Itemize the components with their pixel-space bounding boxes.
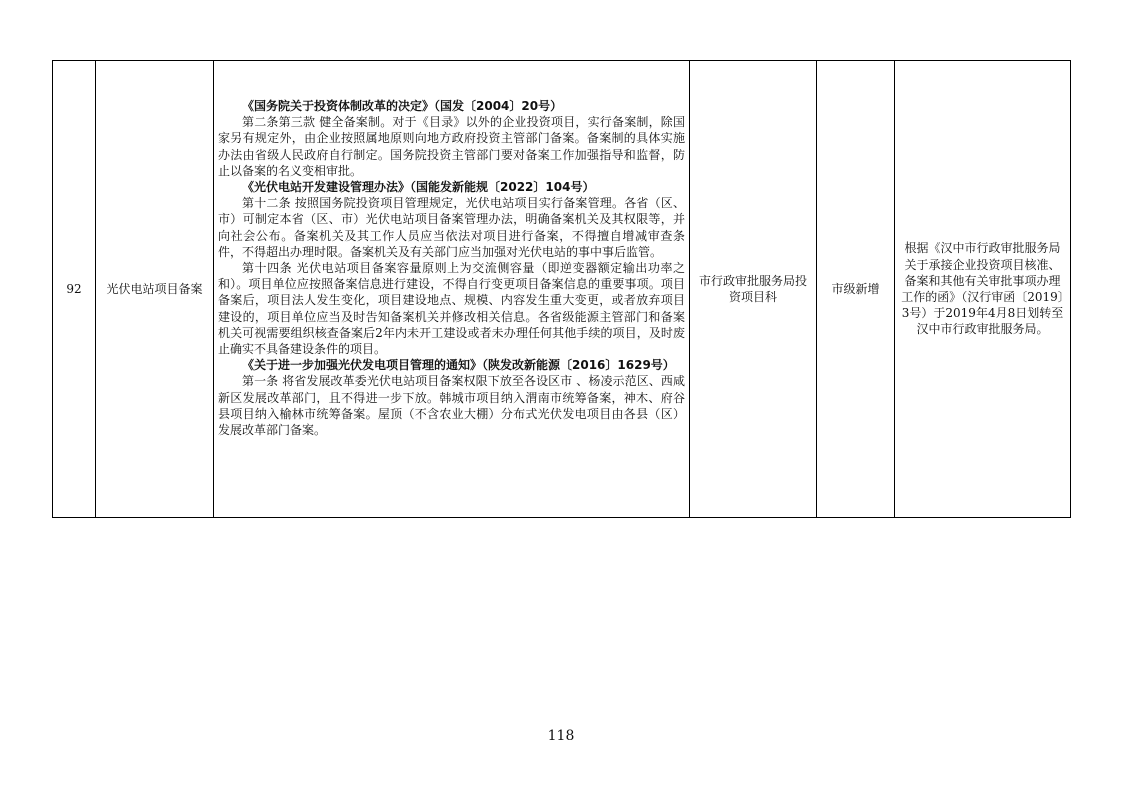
law-clause: 第十二条 按照国务院投资项目管理规定，光伏电站项目实行备案管理。各省（区、市）可制定本省（区、市）光伏电站项目备案管理办法，明确备案机关及其权限等，并向社会公布。备案机关及其工作人员应当依法对项目进行备案，不得擅自增减审查条件，不得超出办理时限。备案机关及有关部门应当加强对光伏电站的事中事后监管。 [218,196,685,259]
law-title: 《光伏电站开发建设管理办法》（国能发新能规〔2022〕104号） [242,180,595,195]
law-title: 《关于进一步加强光伏发电项目管理的通知》（陕发改新能源〔2016〕1629号） [242,358,675,373]
law-clause: 第二条第三款 健全备案制。对于《目录》以外的企业投资项目，实行备案制，除国家另有规定外，由企业按照属地原则向地方政府投资主管部门备案。备案制的具体实施办法由省级人民政府自行制定。国务院投资主管部门要对备案工作加强指导和监督，防止以备案的名义变相审批。 [218,115,685,178]
row-number: 92 [53,61,96,518]
legal-basis [214,61,690,518]
remark: 根据《汉中市行政审批服务局关于承接企业投资项目核准、备案和其他有关审批事项办理工作的函》（汉行审函〔2019〕3号）于2019年4月8日划转至汉中市行政审批服务局。 [895,61,1071,518]
change-type: 市级新增 [817,61,895,518]
law-clause: 第一条 将省发展改革委光伏电站项目备案权限下放至各设区市 、杨凌示范区、西咸新区发展改革部门，且不得进一步下放。韩城市项目纳入渭南市统筹备案，神木、府谷县项目纳入榆林市统筹备案。屋顶（不含农业大棚）分布式光伏发电项目由各县（区）发展改革部门备案。 [218,374,685,438]
record-table [52,60,1071,518]
item-name: 光伏电站项目备案 [96,61,214,518]
page-number: 118 [547,728,575,744]
law-title: 《国务院关于投资体制改革的决定》（国发〔2004〕20号） [242,99,563,113]
department: 市行政审批服务局投资项目科 [690,61,817,518]
law-clause: 第十四条 光伏电站项目备案容量原则上为交流侧容量（即逆变器额定输出功率之和）。项目单位应按照备案信息进行建设，不得自行变更项目备案信息的重要事项。项目备案后，项目法人发生变化，项目建设地点、规模、内容发生重大变更，或者放弃项目建设的，项目单位应当及时告知备案机关并修改相关信息。各省级能源主管部门和备案机关可视需要组织核查备案后2年内未开工建设或者未办理任何其他手续的项目，及时废止确实不具备建设条件的项目。 [218,261,685,357]
table-row [53,61,1071,518]
